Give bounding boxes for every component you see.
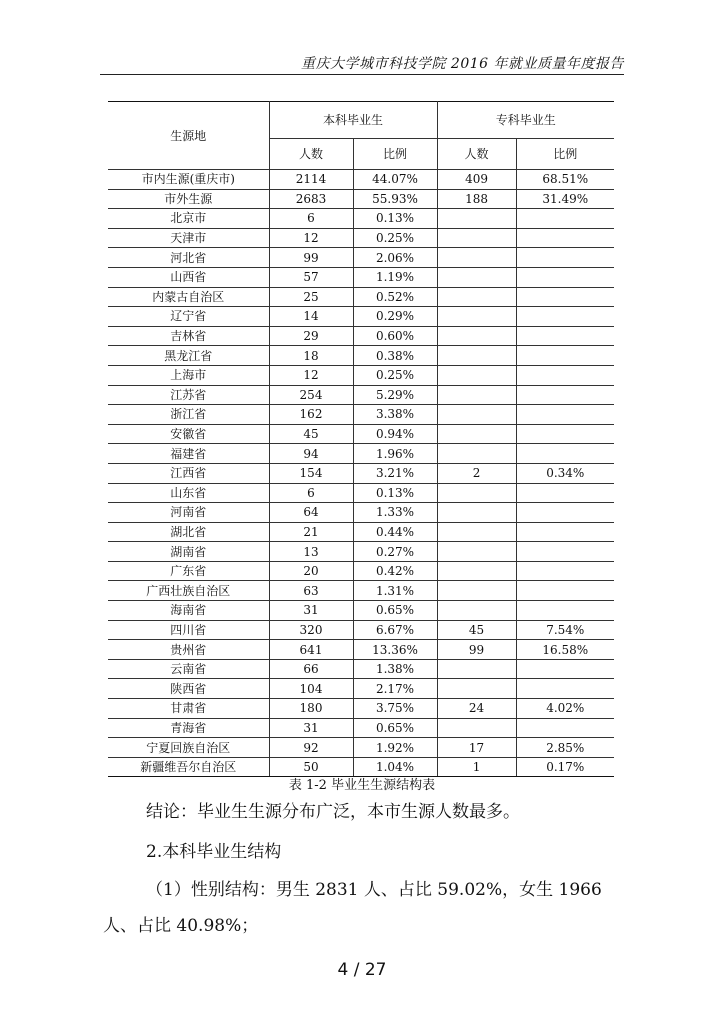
undergrad-ratio-cell: 3.38% xyxy=(353,405,437,425)
undergrad-ratio-cell: 1.38% xyxy=(353,659,437,679)
junior-count-cell xyxy=(437,679,516,699)
table-row xyxy=(108,228,614,248)
undergrad-count-cell: 2114 xyxy=(269,170,353,190)
junior-ratio-cell: 4.02% xyxy=(516,699,614,719)
junior-count-cell xyxy=(437,267,516,287)
junior-ratio-cell xyxy=(516,326,614,346)
junior-ratio-cell xyxy=(516,483,614,503)
junior-ratio-cell xyxy=(516,542,614,562)
undergrad-count-cell: 50 xyxy=(269,757,353,777)
junior-ratio-cell: 31.49% xyxy=(516,189,614,209)
junior-count-cell: 2 xyxy=(437,463,516,483)
junior-count-cell: 1 xyxy=(437,757,516,777)
table-row xyxy=(108,522,614,542)
table-row xyxy=(108,620,614,640)
table-row xyxy=(108,679,614,699)
undergrad-count-cell: 162 xyxy=(269,405,353,425)
junior-ratio-cell xyxy=(516,601,614,621)
undergrad-count-cell: 12 xyxy=(269,365,353,385)
undergrad-ratio-cell: 1.04% xyxy=(353,757,437,777)
row-source-cell: 广西壮族自治区 xyxy=(108,581,269,601)
undergrad-count-cell: 20 xyxy=(269,561,353,581)
junior-count-cell xyxy=(437,385,516,405)
row-source-cell: 北京市 xyxy=(108,209,269,229)
junior-ratio-cell: 0.34% xyxy=(516,463,614,483)
row-source-cell: 内蒙古自治区 xyxy=(108,287,269,307)
group-junior-header: 专科毕业生 xyxy=(437,102,614,139)
group-undergrad-header: 本科毕业生 xyxy=(269,102,437,139)
header-rule xyxy=(100,74,624,75)
undergrad-ratio-cell: 1.96% xyxy=(353,444,437,464)
row-source-cell: 河南省 xyxy=(108,503,269,523)
row-source-cell: 吉林省 xyxy=(108,326,269,346)
junior-count-cell xyxy=(437,326,516,346)
undergrad-ratio-cell: 0.94% xyxy=(353,424,437,444)
undergrad-count-cell: 6 xyxy=(269,483,353,503)
undergrad-count-cell: 254 xyxy=(269,385,353,405)
junior-ratio-cell xyxy=(516,522,614,542)
table-row xyxy=(108,718,614,738)
table-row xyxy=(108,659,614,679)
undergrad-ratio-cell: 0.65% xyxy=(353,601,437,621)
row-source-cell: 江西省 xyxy=(108,463,269,483)
table-row xyxy=(108,405,614,425)
row-source-cell: 四川省 xyxy=(108,620,269,640)
row-source-cell: 福建省 xyxy=(108,444,269,464)
undergrad-count-cell: 64 xyxy=(269,503,353,523)
table-row xyxy=(108,385,614,405)
junior-ratio-cell xyxy=(516,444,614,464)
table-row xyxy=(108,444,614,464)
junior-ratio-cell: 2.85% xyxy=(516,738,614,758)
undergrad-count-cell: 66 xyxy=(269,659,353,679)
junior-count-cell xyxy=(437,483,516,503)
undergrad-count-header: 人数 xyxy=(269,139,353,170)
table-caption: 表 1-2 毕业生生源结构表 xyxy=(288,778,436,793)
junior-ratio-header: 比例 xyxy=(516,139,614,170)
junior-count-header: 人数 xyxy=(437,139,516,170)
row-source-cell: 河北省 xyxy=(108,248,269,268)
junior-ratio-cell xyxy=(516,287,614,307)
conclusion-text: 结论：毕业生生源分布广泛，本市生源人数最多。 xyxy=(146,802,520,822)
row-source-cell: 宁夏回族自治区 xyxy=(108,738,269,758)
undergrad-count-cell: 320 xyxy=(269,620,353,640)
junior-count-cell: 188 xyxy=(437,189,516,209)
undergrad-ratio-cell: 0.27% xyxy=(353,542,437,562)
undergrad-ratio-cell: 0.42% xyxy=(353,561,437,581)
table-row xyxy=(108,424,614,444)
junior-count-cell: 24 xyxy=(437,699,516,719)
table-row xyxy=(108,542,614,562)
junior-count-cell xyxy=(437,405,516,425)
junior-ratio-cell xyxy=(516,503,614,523)
undergrad-ratio-cell: 0.29% xyxy=(353,307,437,327)
junior-ratio-cell: 0.17% xyxy=(516,757,614,777)
junior-count-cell: 17 xyxy=(437,738,516,758)
undergrad-ratio-cell: 2.06% xyxy=(353,248,437,268)
junior-ratio-cell xyxy=(516,718,614,738)
undergrad-count-cell: 12 xyxy=(269,228,353,248)
table-row xyxy=(108,483,614,503)
undergrad-ratio-cell: 55.93% xyxy=(353,189,437,209)
row-source-cell: 市外生源 xyxy=(108,189,269,209)
junior-count-cell xyxy=(437,228,516,248)
junior-ratio-cell xyxy=(516,346,614,366)
undergrad-count-cell: 13 xyxy=(269,542,353,562)
undergrad-count-cell: 99 xyxy=(269,248,353,268)
row-source-cell: 山东省 xyxy=(108,483,269,503)
junior-ratio-cell xyxy=(516,679,614,699)
undergrad-count-cell: 641 xyxy=(269,640,353,660)
undergrad-ratio-cell: 0.25% xyxy=(353,228,437,248)
junior-ratio-cell xyxy=(516,248,614,268)
table-row xyxy=(108,287,614,307)
table-row xyxy=(108,209,614,229)
undergrad-ratio-cell: 13.36% xyxy=(353,640,437,660)
junior-ratio-cell: 68.51% xyxy=(516,170,614,190)
undergrad-count-cell: 31 xyxy=(269,718,353,738)
undergrad-ratio-cell: 1.19% xyxy=(353,267,437,287)
junior-ratio-cell: 16.58% xyxy=(516,640,614,660)
undergrad-ratio-cell: 0.44% xyxy=(353,522,437,542)
undergrad-ratio-cell: 0.25% xyxy=(353,365,437,385)
junior-count-cell xyxy=(437,542,516,562)
junior-ratio-cell xyxy=(516,424,614,444)
row-source-cell: 贵州省 xyxy=(108,640,269,660)
header-title: 重庆大学城市科技学院 2016 年就业质量年度报告 xyxy=(300,56,624,72)
junior-count-cell xyxy=(437,287,516,307)
junior-ratio-cell xyxy=(516,365,614,385)
junior-count-cell: 409 xyxy=(437,170,516,190)
junior-ratio-cell xyxy=(516,385,614,405)
undergrad-count-cell: 14 xyxy=(269,307,353,327)
table-row xyxy=(108,307,614,327)
row-source-cell: 山西省 xyxy=(108,267,269,287)
junior-ratio-cell xyxy=(516,307,614,327)
gender-text-line2: 人、占比 40.98%； xyxy=(103,916,259,936)
undergrad-ratio-cell: 44.07% xyxy=(353,170,437,190)
row-source-cell: 广东省 xyxy=(108,561,269,581)
row-source-cell: 新疆维吾尔自治区 xyxy=(108,757,269,777)
junior-count-cell xyxy=(437,718,516,738)
page-header xyxy=(0,50,724,76)
undergrad-ratio-cell: 1.33% xyxy=(353,503,437,523)
table-row xyxy=(108,581,614,601)
junior-count-cell xyxy=(437,522,516,542)
undergrad-count-cell: 21 xyxy=(269,522,353,542)
row-source-cell: 湖南省 xyxy=(108,542,269,562)
table-row xyxy=(108,463,614,483)
table-row xyxy=(108,503,614,523)
section-heading: 2.本科毕业生结构 xyxy=(146,842,282,862)
junior-count-cell: 99 xyxy=(437,640,516,660)
undergrad-ratio-header: 比例 xyxy=(353,139,437,170)
row-source-cell: 海南省 xyxy=(108,601,269,621)
junior-count-cell xyxy=(437,659,516,679)
undergrad-ratio-cell: 1.92% xyxy=(353,738,437,758)
undergrad-count-cell: 6 xyxy=(269,209,353,229)
table-row xyxy=(108,170,614,190)
junior-ratio-cell: 7.54% xyxy=(516,620,614,640)
undergrad-ratio-cell: 5.29% xyxy=(353,385,437,405)
source-structure-table xyxy=(108,101,614,777)
undergrad-ratio-cell: 3.75% xyxy=(353,699,437,719)
row-source-cell: 黑龙江省 xyxy=(108,346,269,366)
undergrad-count-cell: 2683 xyxy=(269,189,353,209)
undergrad-ratio-cell: 0.38% xyxy=(353,346,437,366)
table-row xyxy=(108,365,614,385)
junior-count-cell xyxy=(437,307,516,327)
row-source-cell: 湖北省 xyxy=(108,522,269,542)
row-source-cell: 市内生源(重庆市) xyxy=(108,170,269,190)
table-row xyxy=(108,561,614,581)
undergrad-count-cell: 104 xyxy=(269,679,353,699)
table-row xyxy=(108,699,614,719)
row-source-cell: 辽宁省 xyxy=(108,307,269,327)
undergrad-ratio-cell: 0.13% xyxy=(353,483,437,503)
undergrad-count-cell: 92 xyxy=(269,738,353,758)
row-source-cell: 甘肃省 xyxy=(108,699,269,719)
junior-ratio-cell xyxy=(516,267,614,287)
undergrad-count-cell: 180 xyxy=(269,699,353,719)
table-row xyxy=(108,189,614,209)
junior-count-cell xyxy=(437,561,516,581)
undergrad-count-cell: 31 xyxy=(269,601,353,621)
table-row xyxy=(108,248,614,268)
undergrad-ratio-cell: 2.17% xyxy=(353,679,437,699)
gender-text-line1: （1）性别结构：男生 2831 人、占比 59.02%，女生 1966 xyxy=(146,880,602,900)
table-row xyxy=(108,640,614,660)
junior-count-cell xyxy=(437,444,516,464)
junior-ratio-cell xyxy=(516,561,614,581)
undergrad-ratio-cell: 1.31% xyxy=(353,581,437,601)
junior-ratio-cell xyxy=(516,228,614,248)
row-source-cell: 云南省 xyxy=(108,659,269,679)
junior-ratio-cell xyxy=(516,659,614,679)
row-source-cell: 上海市 xyxy=(108,365,269,385)
junior-count-cell: 45 xyxy=(437,620,516,640)
undergrad-count-cell: 18 xyxy=(269,346,353,366)
page-number: 4 / 27 xyxy=(337,960,387,980)
undergrad-count-cell: 63 xyxy=(269,581,353,601)
junior-count-cell xyxy=(437,248,516,268)
table-row xyxy=(108,346,614,366)
undergrad-count-cell: 154 xyxy=(269,463,353,483)
junior-count-cell xyxy=(437,346,516,366)
junior-count-cell xyxy=(437,365,516,385)
undergrad-count-cell: 57 xyxy=(269,267,353,287)
row-source-cell: 江苏省 xyxy=(108,385,269,405)
row-source-cell: 青海省 xyxy=(108,718,269,738)
undergrad-ratio-cell: 0.13% xyxy=(353,209,437,229)
col-source-header: 生源地 xyxy=(108,102,269,170)
undergrad-ratio-cell: 6.67% xyxy=(353,620,437,640)
table-row xyxy=(108,326,614,346)
junior-ratio-cell xyxy=(516,581,614,601)
undergrad-ratio-cell: 0.65% xyxy=(353,718,437,738)
row-source-cell: 天津市 xyxy=(108,228,269,248)
table-row xyxy=(108,601,614,621)
junior-count-cell xyxy=(437,209,516,229)
undergrad-count-cell: 45 xyxy=(269,424,353,444)
undergrad-count-cell: 94 xyxy=(269,444,353,464)
row-source-cell: 陕西省 xyxy=(108,679,269,699)
undergrad-ratio-cell: 0.52% xyxy=(353,287,437,307)
junior-ratio-cell xyxy=(516,209,614,229)
table-row xyxy=(108,738,614,758)
undergrad-count-cell: 29 xyxy=(269,326,353,346)
row-source-cell: 浙江省 xyxy=(108,405,269,425)
junior-count-cell xyxy=(437,581,516,601)
undergrad-count-cell: 25 xyxy=(269,287,353,307)
undergrad-ratio-cell: 0.60% xyxy=(353,326,437,346)
undergrad-ratio-cell: 3.21% xyxy=(353,463,437,483)
row-source-cell: 安徽省 xyxy=(108,424,269,444)
junior-count-cell xyxy=(437,424,516,444)
junior-count-cell xyxy=(437,601,516,621)
junior-count-cell xyxy=(437,503,516,523)
table-row xyxy=(108,267,614,287)
junior-ratio-cell xyxy=(516,405,614,425)
